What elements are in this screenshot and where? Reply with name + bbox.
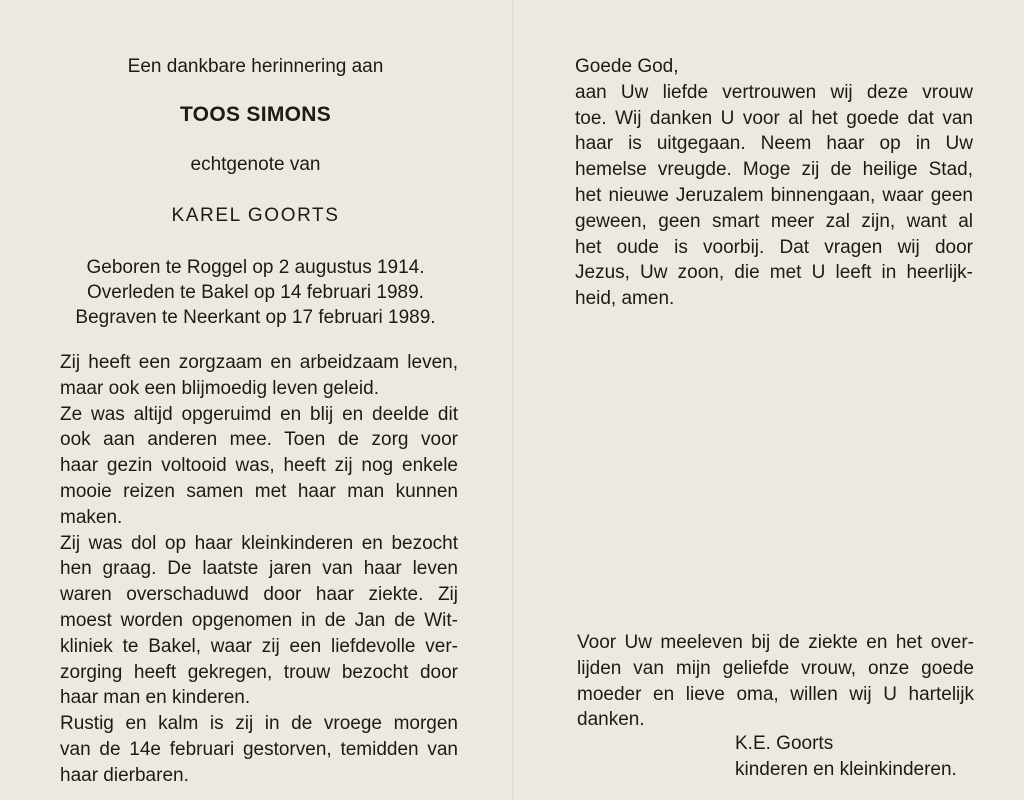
- bio-line: Zij was dol op haar kleinkinderen en bezocht: [60, 532, 458, 554]
- prayer-line: heid, amen.: [575, 288, 675, 310]
- bio-line: maken.: [60, 506, 123, 528]
- thanks-line: moeder en lieve oma, willen wij U hartelijk: [577, 683, 974, 705]
- bio-line: zorging heeft gekregen, trouw bezocht door: [60, 661, 458, 683]
- prayer-line: toe. Wij danken U voor al het goede dat van: [575, 107, 973, 129]
- prayer-line: aan Uw liefde vertrouwen wij deze vrouw: [575, 81, 973, 103]
- prayer-text: [575, 54, 973, 312]
- prayer-line: het nieuwe Jeruzalem binnengaan, waar geen: [575, 184, 973, 206]
- bio-line: kliniek te Bakel, waar zij een liefdevolle ver-: [60, 635, 458, 657]
- signature-family: kinderen en kleinkinderen.: [735, 759, 957, 780]
- biography-text: [60, 350, 458, 789]
- prayer-line: Goede God,: [575, 56, 679, 77]
- signature-name: K.E. Goorts: [735, 733, 834, 754]
- bio-line: Zij heeft een zorgzaam en arbeidzaam leven,: [60, 352, 458, 373]
- thanks-text: [577, 630, 974, 733]
- spouse-name: KAREL GOORTS: [171, 205, 340, 226]
- bio-line: moest worden opgenomen in de Jan de Wit-: [60, 609, 458, 631]
- bio-line: Rustig en kalm is zij in de vroege morgen: [60, 713, 458, 735]
- burial-date: Begraven te Neerkant op 17 februari 1989.: [75, 307, 436, 328]
- bio-line: van de 14e februari gestorven, temidden van: [60, 738, 458, 760]
- thanks-line: Voor Uw meeleven bij de ziekte en het over-: [577, 632, 974, 653]
- bio-line: haar man en kinderen.: [60, 687, 251, 709]
- prayer-line: geween, geen smart meer zal zijn, want al: [575, 210, 973, 232]
- bio-line: waren overschaduwd door haar ziekte. Zij: [60, 584, 458, 606]
- death-date: Overleden te Bakel op 14 februari 1989.: [87, 282, 424, 303]
- birth-date: Geboren te Roggel op 2 augustus 1914.: [86, 257, 425, 278]
- deceased-name: TOOS SIMONS: [179, 103, 332, 126]
- bio-line: ook aan anderen mee. Toen de zorg voor: [60, 429, 458, 451]
- bio-line: haar gezin voltooid was, heeft zij nog enkele: [60, 455, 458, 477]
- bio-line: mooie reizen samen met haar man kunnen: [60, 480, 458, 502]
- relation-text: echtgenote van: [190, 154, 321, 175]
- bio-line: Ze was altijd opgeruimd en blij en deelde dit: [60, 403, 458, 425]
- thanks-line: lijden van mijn geliefde vrouw, onze goede: [577, 657, 974, 679]
- intro-text: Een dankbare herinnering aan: [127, 56, 384, 77]
- prayer-line: hemelse vreugde. Moge zij de heilige Stad,: [575, 159, 973, 181]
- bio-line: maar ook een blijmoedig leven geleid.: [60, 377, 379, 399]
- prayer-line: Jezus, Uw zoon, die met U leeft in heerlijk-: [575, 262, 973, 284]
- bio-line: hen graag. De laatste jaren van haar leven: [60, 558, 458, 580]
- prayer-line: het oude is voorbij. Dat vragen wij door: [575, 236, 973, 258]
- left-page: [0, 0, 511, 800]
- bio-line: haar dierbaren.: [60, 764, 189, 786]
- prayer-line: haar is uitgegaan. Neem haar op in Uw: [575, 133, 973, 155]
- thanks-line: danken.: [577, 709, 645, 731]
